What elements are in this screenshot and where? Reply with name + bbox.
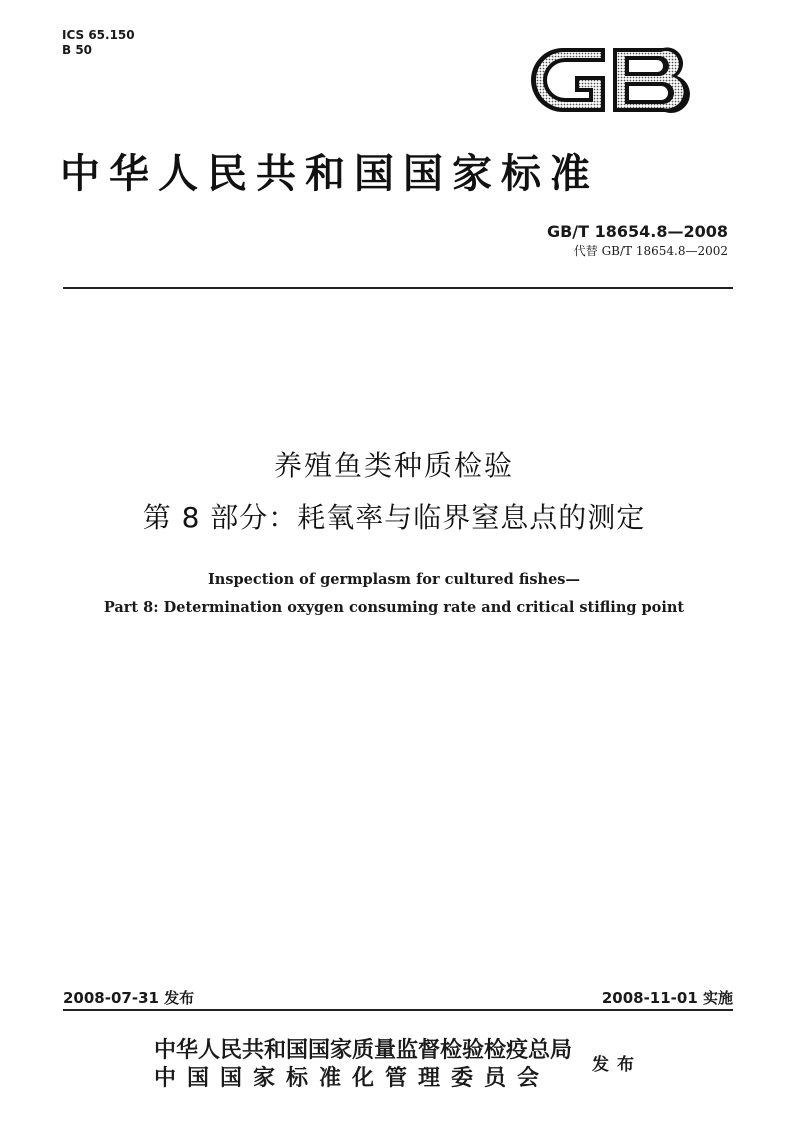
ccs-code: B 50 xyxy=(62,43,93,57)
standard-category-title: 中华人民共和国国家标准 xyxy=(60,150,599,197)
chinese-title-line-2: 第 8 部分：耗氧率与临界窒息点的测定 xyxy=(142,501,646,534)
ics-code: ICS 65.150 xyxy=(62,28,135,42)
issuer-line-2: 中国国家标准化管理委员会 xyxy=(154,1065,551,1091)
classification-codes xyxy=(62,28,135,58)
gb-logo xyxy=(527,40,691,120)
english-title-line-2: Part 8: Determination oxygen consuming rate and critical stifling point xyxy=(103,599,685,616)
implementation-date: 2008-11-01 实施 xyxy=(601,989,733,1007)
standard-number: GB/T 18654.8—2008 xyxy=(546,222,728,241)
footer-divider xyxy=(63,1009,733,1011)
issuer-line-1: 中华人民共和国国家质量监督检验检疫总局 xyxy=(154,1037,573,1063)
chinese-title-line-1: 养殖鱼类种质检验 xyxy=(273,449,514,482)
replaces-standard: 代替 GB/T 18654.8—2002 xyxy=(573,244,728,258)
header-divider xyxy=(63,287,733,289)
publish-label: 发布 xyxy=(592,1055,642,1075)
english-title-line-1: Inspection of germplasm for cultured fishes— xyxy=(208,571,580,588)
issue-date: 2008-07-31 发布 xyxy=(63,989,195,1007)
